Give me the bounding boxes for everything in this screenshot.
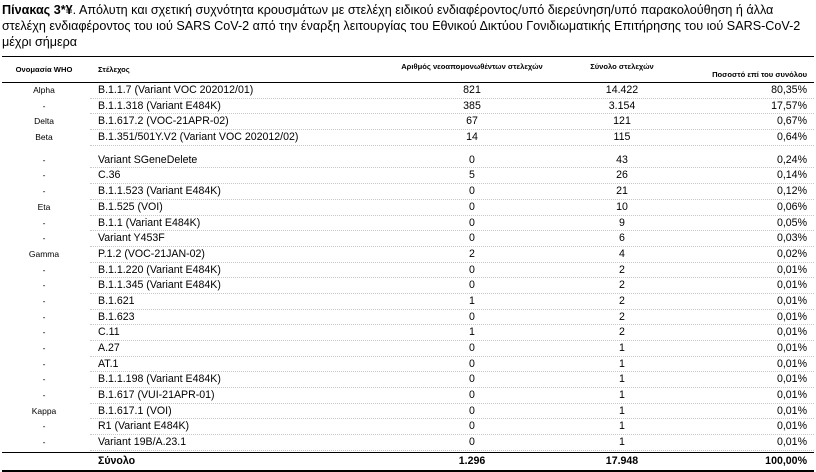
caption-text: . Απόλυτη και σχετική συχνότητα κρουσμάτων με στελέχη ειδικού ενδιαφέροντος/υπό διερεύνηση/υπό παρακολούθηση ή άλλα στελέχη ενδιαφέροντος του ιού SARS CoV-2 από την έναρξη λειτουργίας του Εθνικού Δικτύου Γονιδιωματικής Επιτήρησης του ιού SARS-CoV-2 μέχρι σήμερα (2, 3, 801, 49)
cell-strain: B.1.1.318 (Variant E484K) (98, 99, 221, 112)
cell-pct: 0,02% (776, 247, 807, 260)
table-row (2, 263, 814, 279)
cell-new: 1 (469, 294, 475, 307)
header-strain: Στέλεχος (98, 65, 130, 74)
cell-total: 14.422 (605, 84, 639, 96)
cell-who: Kappa (31, 405, 57, 416)
cell-strain: B.1.1.345 (Variant E484K) (98, 279, 221, 292)
cell-total: 2 (619, 310, 625, 323)
cell-total: 1 (619, 420, 625, 433)
caption-label: Πίνακας 3*¥ (2, 3, 73, 17)
cell-pct: 0,01% (776, 310, 807, 323)
cell-who: - (42, 437, 46, 448)
cell-total: 1 (619, 389, 625, 402)
total-label: Σύνολο (98, 454, 136, 467)
cell-new: 0 (469, 373, 475, 386)
table-row (2, 184, 814, 200)
table-row (2, 216, 814, 232)
row-divider (90, 145, 814, 146)
cell-who: - (42, 170, 46, 181)
cell-who: - (42, 421, 46, 432)
cell-new: 0 (469, 216, 475, 229)
cell-new: 5 (469, 169, 475, 182)
cell-pct: 0,01% (776, 294, 807, 307)
cell-pct: 0,05% (776, 216, 807, 229)
cell-who: - (42, 374, 46, 385)
header-new-cases: Αριθμός νεοαπομονωθέντων στελεχών (401, 62, 543, 71)
table-caption (2, 2, 814, 50)
table-row (2, 114, 814, 130)
table-row (2, 435, 814, 451)
cell-strain: B.1.1 (Variant E484K) (98, 216, 201, 229)
table-row (2, 294, 814, 310)
header-pct: Ποσοστό επί του συνόλου (712, 70, 807, 79)
header-total: Σύνολο στελεχών (590, 62, 654, 71)
total-row (2, 452, 814, 472)
cell-pct: 0,01% (776, 389, 807, 402)
table-row (2, 200, 814, 216)
table-row (2, 168, 814, 184)
table-row (2, 310, 814, 326)
cell-who: - (42, 280, 46, 291)
table-row (2, 99, 814, 115)
cell-who: - (42, 390, 46, 401)
cell-pct: 0,01% (776, 420, 807, 433)
cell-new: 14 (466, 131, 478, 144)
table-body (2, 83, 814, 451)
cell-pct: 0,01% (776, 357, 807, 370)
cell-who: - (42, 311, 46, 322)
total-pct: 100,00% (765, 454, 807, 467)
cell-who: - (42, 186, 46, 197)
cell-strain: B.1.1.7 (Variant VOC 202012/01) (98, 84, 254, 96)
cell-pct: 0,01% (776, 373, 807, 386)
cell-new: 0 (469, 185, 475, 198)
table-row (2, 278, 814, 294)
cell-strain: Variant SGeneDelete (98, 153, 198, 166)
total-strains: 17.948 (605, 454, 639, 467)
cell-new: 0 (469, 153, 475, 166)
cell-who: - (42, 264, 46, 275)
cell-strain: C.11 (98, 326, 120, 339)
cell-who: - (42, 327, 46, 338)
table-row (2, 247, 814, 263)
table-row (2, 325, 814, 341)
cell-new: 2 (469, 247, 475, 260)
table-row (2, 388, 814, 404)
cell-new: 0 (469, 420, 475, 433)
cell-pct: 80,35% (771, 84, 807, 96)
cell-strain: Variant Y453F (98, 232, 165, 245)
cell-new: 0 (469, 436, 475, 449)
cell-new: 0 (469, 279, 475, 292)
cell-strain: B.1.623 (98, 310, 135, 323)
cell-who: Beta (35, 132, 53, 143)
cell-total: 115 (613, 131, 631, 144)
table-row (2, 341, 814, 357)
cell-strain: B.1.617 (VUI-21APR-01) (98, 389, 215, 402)
cell-new: 0 (469, 389, 475, 402)
cell-strain: P.1.2 (VOC-21JAN-02) (98, 247, 205, 260)
cell-pct: 0,14% (776, 169, 807, 182)
cell-who: - (42, 295, 46, 306)
cell-pct: 0,67% (776, 115, 807, 128)
cell-strain: B.1.351/501Y.V2 (Variant VOC 202012/02) (98, 131, 299, 144)
row-divider (90, 450, 814, 451)
variants-table (2, 56, 814, 472)
cell-who: - (42, 154, 46, 165)
cell-new: 821 (463, 84, 481, 96)
cell-strain: B.1.525 (VOI) (98, 200, 163, 213)
cell-pct: 0,01% (776, 263, 807, 276)
cell-total: 3.154 (608, 99, 636, 112)
table-row (2, 153, 814, 169)
cell-total: 1 (619, 373, 625, 386)
table-row (2, 419, 814, 435)
table-row (2, 130, 814, 146)
cell-strain: B.1.1.220 (Variant E484K) (98, 263, 221, 276)
cell-strain: C.36 (98, 169, 121, 182)
cell-who: Gamma (28, 248, 60, 259)
table-row (2, 231, 814, 247)
cell-who: - (42, 343, 46, 353)
cell-new: 0 (469, 263, 475, 276)
cell-new: 0 (469, 310, 475, 323)
table-row (2, 404, 814, 420)
cell-who: - (42, 217, 46, 228)
cell-new: 0 (469, 404, 475, 417)
cell-strain: A.27 (98, 342, 120, 354)
cell-pct: 0,01% (776, 279, 807, 292)
cell-pct: 0,01% (776, 404, 807, 417)
cell-new: 1 (469, 326, 475, 339)
cell-total: 2 (619, 263, 625, 276)
cell-pct: 0,64% (776, 131, 807, 144)
cell-total: 2 (619, 279, 625, 292)
table-header (2, 56, 814, 83)
cell-who: - (42, 233, 46, 244)
cell-who: - (42, 358, 46, 369)
table-row (2, 357, 814, 373)
cell-who: Eta (37, 201, 51, 212)
cell-pct: 0,03% (776, 232, 807, 245)
cell-strain: R1 (Variant E484K) (98, 420, 190, 433)
cell-new: 0 (469, 232, 475, 245)
cell-pct: 17,57% (771, 99, 807, 112)
cell-pct: 0,12% (776, 185, 807, 198)
cell-strain: Variant 19B/A.23.1 (98, 436, 187, 449)
cell-strain: B.1.1.198 (Variant E484K) (98, 373, 221, 386)
total-new-cases: 1.296 (458, 454, 486, 467)
cell-new: 0 (469, 342, 475, 354)
cell-total: 121 (613, 115, 631, 128)
cell-total: 1 (619, 404, 625, 417)
cell-total: 6 (619, 232, 625, 245)
table-row (2, 83, 814, 99)
cell-strain: B.1.1.523 (Variant E484K) (98, 185, 221, 198)
cell-total: 21 (616, 185, 628, 198)
header-who: Ονομασία WHO (15, 65, 73, 74)
cell-total: 26 (616, 169, 628, 182)
cell-strain: B.1.617.2 (VOC-21APR-02) (98, 115, 229, 128)
cell-pct: 0,24% (776, 153, 807, 166)
cell-total: 2 (619, 326, 625, 339)
cell-new: 67 (466, 115, 478, 128)
cell-new: 385 (463, 99, 481, 112)
cell-total: 4 (619, 247, 625, 260)
cell-pct: 0,06% (776, 200, 807, 213)
cell-who: Delta (34, 116, 54, 127)
table-row (2, 372, 814, 388)
cell-total: 1 (619, 342, 625, 354)
cell-pct: 0,01% (776, 436, 807, 449)
cell-pct: 0,01% (776, 326, 807, 339)
cell-who: Alpha (33, 85, 55, 95)
cell-total: 1 (619, 436, 625, 449)
cell-strain: AT.1 (98, 357, 119, 370)
cell-total: 2 (619, 294, 625, 307)
cell-pct: 0,01% (776, 342, 807, 354)
cell-who: - (42, 100, 46, 111)
cell-new: 0 (469, 200, 475, 213)
cell-total: 9 (619, 216, 625, 229)
cell-total: 43 (616, 153, 628, 166)
cell-new: 0 (469, 357, 475, 370)
cell-strain: B.1.617.1 (VOI) (98, 404, 172, 417)
cell-total: 10 (616, 200, 628, 213)
cell-strain: B.1.621 (98, 294, 135, 307)
cell-total: 1 (619, 357, 625, 370)
